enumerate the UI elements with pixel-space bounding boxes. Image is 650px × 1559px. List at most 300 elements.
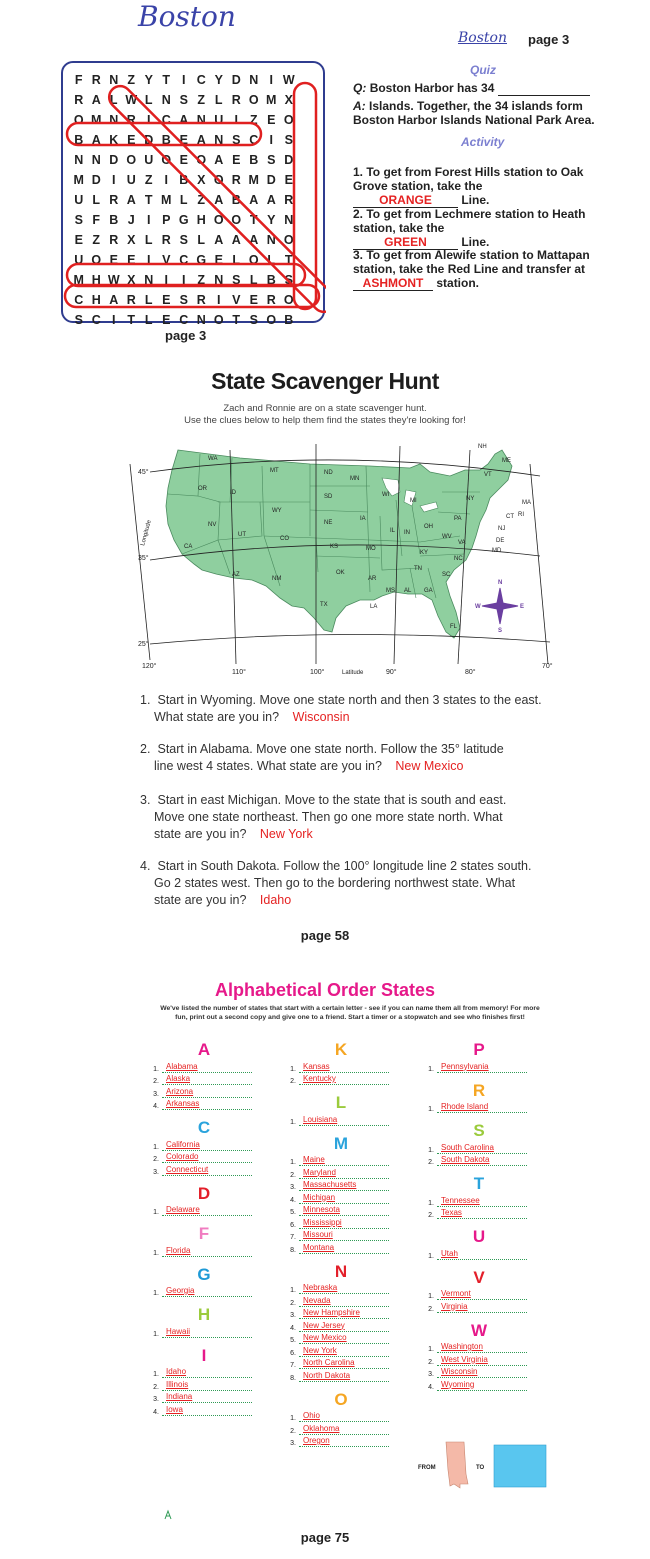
word-search-letter: S xyxy=(284,133,293,147)
word-search-letter: E xyxy=(179,153,188,167)
state-answer: Georgia xyxy=(162,1286,252,1297)
word-search-letter: S xyxy=(267,153,276,167)
word-search-letter: R xyxy=(284,193,294,207)
word-search-letter: D xyxy=(231,73,241,87)
state-answer: Virginia xyxy=(437,1302,527,1313)
word-search-letter: W xyxy=(125,93,138,107)
word-search-letter: L xyxy=(197,233,206,247)
word-search-letter: O xyxy=(73,113,84,127)
state-entry xyxy=(282,1282,402,1295)
entry-number: 4. xyxy=(153,1103,159,1110)
state-label-mt: MT xyxy=(270,468,279,474)
entry-number: 2. xyxy=(290,1171,296,1179)
word-search-letter: U xyxy=(74,193,84,207)
word-search-letter: U xyxy=(144,153,154,167)
word-search-letter: N xyxy=(109,73,119,87)
state-answer: Kansas xyxy=(299,1062,389,1073)
word-search-letter: T xyxy=(232,313,241,327)
word-search-letter: M xyxy=(266,93,277,107)
entry-number: 1. xyxy=(290,1287,296,1294)
state-label-me: ME xyxy=(502,458,511,464)
word-search-letter: I xyxy=(217,293,221,307)
word-search-letter: H xyxy=(91,293,101,307)
entry-number: 3. xyxy=(290,1440,296,1447)
state-answer: Mississippi xyxy=(299,1218,389,1229)
entry-number: 1. xyxy=(290,1159,296,1166)
word-search-letter: I xyxy=(164,173,168,187)
state-label-tx: TX xyxy=(320,602,328,608)
word-search-letter: Y xyxy=(214,73,223,87)
word-search-letter: A xyxy=(249,233,259,247)
activity-2-text: 2. To get from Lechmere station to Heath station, take the xyxy=(353,207,586,235)
word-search-letter: Z xyxy=(249,113,258,127)
state-entry xyxy=(420,1207,540,1220)
clue-3-line-3: state are you in? xyxy=(154,827,247,841)
word-search-letter: R xyxy=(91,73,101,87)
letter-heading: L xyxy=(335,1093,347,1112)
word-search-letter: G xyxy=(178,213,189,227)
word-search-letter: L xyxy=(232,253,241,267)
word-search-letter: O xyxy=(196,153,207,167)
letter-heading: V xyxy=(473,1267,485,1287)
word-search-letter: A xyxy=(91,93,101,107)
letter-heading: R xyxy=(472,1080,486,1100)
axis-longitude-label: Longitude xyxy=(140,519,153,547)
lon-label-80: 80° xyxy=(465,669,476,676)
letter-group-v xyxy=(420,1268,540,1313)
state-entry xyxy=(420,1341,540,1354)
state-answer: North Dakota xyxy=(299,1371,389,1382)
letter-heading: M xyxy=(333,1133,349,1153)
state-label-ia: IA xyxy=(360,516,366,522)
word-search-letter: O xyxy=(213,213,224,227)
state-label-wy: WY xyxy=(272,508,282,514)
word-search-letter: O xyxy=(231,213,242,227)
clue-4 xyxy=(140,858,570,909)
state-answer: Ohio xyxy=(299,1411,389,1422)
letter-heading: F xyxy=(198,1224,210,1243)
entry-number: 1. xyxy=(290,1065,296,1073)
word-search-letter: C xyxy=(91,313,101,327)
scavenger-page-label: page 58 xyxy=(300,928,350,943)
state-answer: Rhode Island xyxy=(437,1102,527,1113)
entry-number: 4. xyxy=(153,1408,159,1416)
clue-3 xyxy=(140,792,570,843)
state-label-pa: PA xyxy=(454,516,462,522)
letter-group-a xyxy=(145,1040,265,1110)
clue-1-answer: Wisconsin xyxy=(292,710,350,724)
entry-number: 1. xyxy=(428,1293,434,1300)
word-search-letter: C xyxy=(249,133,259,147)
word-search-letter: D xyxy=(91,173,101,187)
state-answer: Delaware xyxy=(162,1205,252,1216)
word-search-letter: S xyxy=(74,313,83,327)
word-search-letter: Z xyxy=(144,173,153,187)
letter-heading: T xyxy=(473,1174,485,1193)
clue-4-line-2: Go 2 states west. Then go to the bordering northwest state. What xyxy=(154,876,516,890)
word-search-letter: D xyxy=(284,153,294,167)
state-label-ga: GA xyxy=(424,588,433,594)
word-search-letter: I xyxy=(112,313,116,327)
word-search-letter: T xyxy=(284,253,293,267)
state-entry xyxy=(282,1229,402,1242)
word-search-letter: A xyxy=(214,153,224,167)
state-entry xyxy=(282,1216,402,1229)
entry-number: 4. xyxy=(428,1383,434,1391)
state-answer: West Virginia xyxy=(437,1355,527,1366)
state-label-wi: WI xyxy=(382,492,390,498)
state-answer: Michigan xyxy=(299,1193,389,1204)
entry-number: 1. xyxy=(290,1118,296,1126)
state-answer: Wisconsin xyxy=(437,1367,527,1378)
word-search-letter: I xyxy=(147,113,151,127)
lon-label-120: 120° xyxy=(142,663,157,670)
word-search-letter: U xyxy=(214,113,224,127)
letter-heading: A xyxy=(197,1040,211,1059)
state-label-oh: OH xyxy=(424,524,433,530)
entry-number: 2. xyxy=(153,1156,159,1163)
word-search-letter: B xyxy=(284,313,294,327)
state-answer: New Hampshire xyxy=(299,1308,389,1319)
clue-4-answer: Idaho xyxy=(259,893,292,907)
word-search-letter: B xyxy=(74,133,84,147)
word-search-letter: E xyxy=(179,133,188,147)
clue-2-line-2: line west 4 states. What state are you in? xyxy=(154,759,382,773)
entry-number: 3. xyxy=(290,1312,296,1319)
letter-group-w xyxy=(420,1321,540,1391)
state-label-mn: MN xyxy=(350,476,360,482)
word-search-letter: M xyxy=(73,273,84,287)
letter-heading: I xyxy=(201,1345,207,1365)
letter-heading: W xyxy=(470,1320,488,1340)
state-label-ar: AR xyxy=(368,576,377,582)
state-entry xyxy=(282,1204,402,1217)
compass-w: W xyxy=(475,604,481,610)
word-search-letter: M xyxy=(91,113,102,127)
activity-item-3 xyxy=(353,248,613,291)
word-search-letter: R xyxy=(231,173,241,187)
entry-number: 2. xyxy=(290,1427,296,1435)
letter-group-c xyxy=(145,1118,265,1176)
letter-heading: H xyxy=(197,1305,211,1324)
word-search-letter: T xyxy=(127,313,136,327)
state-answer: Montana xyxy=(299,1243,389,1254)
scavenger-subtitle-line-1: Zach and Ronnie are on a state scavenger hunt. xyxy=(223,403,427,414)
lon-label-100: 100° xyxy=(310,669,325,676)
state-answer: Minnesota xyxy=(299,1205,389,1216)
letter-heading: U xyxy=(472,1227,486,1246)
word-search-letter: E xyxy=(109,253,118,267)
lat-label-35: 35° xyxy=(138,555,149,562)
word-search-letter: R xyxy=(231,93,241,107)
state-entry xyxy=(420,1194,540,1207)
state-entry xyxy=(282,1241,402,1254)
word-search-letter: R xyxy=(109,193,119,207)
word-search-letter: S xyxy=(232,273,241,287)
word-search-letter: R xyxy=(196,293,206,307)
entry-number: 1. xyxy=(153,1371,159,1378)
word-search-letter: R xyxy=(74,93,84,107)
state-entry xyxy=(145,1204,265,1217)
clue-1-line-1: Start in Wyoming. Move one state north and then 3 states to the east. xyxy=(157,693,542,707)
word-search-letter: C xyxy=(74,293,84,307)
word-search-letter: E xyxy=(162,293,171,307)
word-search-letter: F xyxy=(92,213,101,227)
activity-3-text: 3. To get from Alewife station to Mattapan station, take the Red Line and transfer at xyxy=(353,248,590,276)
word-search-letter: Z xyxy=(127,73,136,87)
state-entry xyxy=(282,1307,402,1320)
state-label-de: DE xyxy=(496,538,505,544)
state-entry xyxy=(145,1060,265,1073)
state-label-ks: KS xyxy=(330,544,339,550)
axis-latitude-label: Latitude xyxy=(342,670,364,676)
activity-3-answer: ASHMONT xyxy=(353,276,433,291)
word-search-letter: M xyxy=(161,193,172,207)
word-search-letter: S xyxy=(249,313,258,327)
state-label-ky: KY xyxy=(420,550,429,556)
state-label-wv: WV xyxy=(442,534,452,540)
state-entry xyxy=(420,1101,540,1114)
word-search-letter: B xyxy=(179,173,189,187)
word-search-letter: E xyxy=(232,153,241,167)
word-search-letter: S xyxy=(179,233,188,247)
word-search-letter: B xyxy=(266,273,276,287)
entry-number: 6. xyxy=(290,1221,296,1229)
letter-group-l xyxy=(282,1093,402,1126)
word-search-letter: N xyxy=(74,153,84,167)
state-label-md: MD xyxy=(492,548,502,554)
word-search-letter: X xyxy=(127,233,136,247)
lon-label-70: 70° xyxy=(542,663,553,670)
clue-3-line-2: Move one state northeast. Then go one more state north. What xyxy=(154,810,503,824)
word-search-letter: O xyxy=(248,253,259,267)
state-entry xyxy=(282,1344,402,1357)
state-answer: Missouri xyxy=(299,1230,389,1241)
letter-heading: D xyxy=(197,1183,211,1203)
word-search-letter: A xyxy=(214,193,224,207)
compass-e: E xyxy=(520,604,525,610)
letter-group-s xyxy=(420,1121,540,1166)
clue-1-number: 1. xyxy=(140,693,151,707)
entry-number: 2. xyxy=(428,1159,434,1166)
state-entry xyxy=(282,1357,402,1370)
word-search-letter: L xyxy=(267,253,276,267)
clue-2 xyxy=(140,741,570,775)
word-search-letter: Z xyxy=(197,93,206,107)
quiz-answer xyxy=(353,99,598,127)
state-answer: Illinois xyxy=(162,1380,252,1391)
state-label-ma: MA xyxy=(522,500,531,506)
word-search-letter: Y xyxy=(267,213,276,227)
clue-4-line-3: state are you in? xyxy=(154,893,247,907)
quiz-q-label: Q: xyxy=(353,81,367,95)
word-search-letter: X xyxy=(197,173,206,187)
state-entry xyxy=(420,1353,540,1366)
word-search-letter: I xyxy=(164,273,168,287)
word-search-letter: U xyxy=(126,173,136,187)
letter-group-u xyxy=(420,1227,540,1260)
activity-3-suffix: station. xyxy=(436,276,480,290)
word-search-letter: O xyxy=(213,313,224,327)
word-search-letter: E xyxy=(162,313,171,327)
entry-number: 2. xyxy=(153,1383,159,1391)
alabama-shape-icon xyxy=(444,1440,470,1490)
word-search-letter: C xyxy=(161,113,171,127)
entry-number: 2. xyxy=(290,1299,296,1307)
word-search-letter: J xyxy=(127,213,135,227)
word-search-letter: Z xyxy=(197,273,206,287)
state-answer: Connecticut xyxy=(162,1165,252,1176)
word-search-letter: E xyxy=(74,233,83,247)
clue-1 xyxy=(140,692,570,726)
word-search-letter: G xyxy=(196,253,207,267)
state-entry xyxy=(145,1163,265,1176)
entry-number: 1. xyxy=(428,1106,434,1113)
state-label-ny: NY xyxy=(466,496,475,502)
word-search-letter: B xyxy=(161,133,171,147)
word-search-letter: B xyxy=(249,153,259,167)
state-answer: Pennsylvania xyxy=(437,1062,527,1073)
lat-label-25: 25° xyxy=(138,641,149,648)
state-entry xyxy=(145,1403,265,1416)
state-answer: Washington xyxy=(437,1342,527,1353)
entry-number: 1. xyxy=(428,1199,434,1207)
state-answer: New York xyxy=(299,1346,389,1357)
word-search-letter: A xyxy=(231,233,241,247)
word-search-letter: O xyxy=(283,293,294,307)
state-answer: Maryland xyxy=(299,1168,389,1179)
from-label: FROM xyxy=(418,1465,436,1471)
letter-heading: K xyxy=(334,1040,348,1059)
entry-number: 5. xyxy=(290,1209,296,1216)
word-search-letter: S xyxy=(179,93,188,107)
word-search-letter: L xyxy=(144,293,153,307)
state-label-ne: NE xyxy=(324,520,333,526)
word-search-letter: R xyxy=(126,293,136,307)
state-entry xyxy=(145,1366,265,1379)
word-search-letter: V xyxy=(232,293,241,307)
entry-number: 3. xyxy=(153,1168,159,1176)
state-entry xyxy=(420,1300,540,1313)
pencil-doodle-icon xyxy=(162,1507,176,1521)
word-search-letter: M xyxy=(73,173,84,187)
state-label-ca: CA xyxy=(184,544,193,550)
entry-number: 2. xyxy=(290,1078,296,1085)
word-search-letter: I xyxy=(147,253,151,267)
word-search-letter: I xyxy=(182,273,186,287)
entry-number: 1. xyxy=(428,1252,434,1260)
entry-number: 1. xyxy=(153,1249,159,1257)
entry-number: 2. xyxy=(153,1078,159,1085)
letter-group-k xyxy=(282,1040,402,1085)
state-answer: Hawaii xyxy=(162,1327,252,1338)
word-search-letter: N xyxy=(214,273,224,287)
state-answer: Alaska xyxy=(162,1074,252,1085)
state-entry xyxy=(420,1154,540,1167)
word-search-letter: L xyxy=(179,193,188,207)
state-label-tn: TN xyxy=(414,566,422,572)
state-label-il: IL xyxy=(390,528,396,534)
letter-group-h xyxy=(145,1305,265,1338)
word-search-letter: I xyxy=(269,73,273,87)
state-answer: South Dakota xyxy=(437,1155,527,1166)
clue-2-line-1: Start in Alabama. Move one state north. Follow the 35° latitude xyxy=(157,742,504,756)
state-entry xyxy=(145,1285,265,1298)
state-label-mi: MI xyxy=(410,498,417,504)
entry-number: 2. xyxy=(428,1305,434,1313)
letter-heading: C xyxy=(197,1118,211,1137)
quiz-q-text: Boston Harbor has 34 xyxy=(369,81,495,95)
word-search-letter: T xyxy=(162,73,171,87)
word-search-letter: X xyxy=(284,93,293,107)
activity-1-answer: ORANGE xyxy=(353,193,458,208)
state-label-ok: OK xyxy=(336,570,345,576)
state-answer: Tennessee xyxy=(437,1196,527,1207)
state-entry xyxy=(420,1288,540,1301)
lon-label-90: 90° xyxy=(386,669,397,676)
word-search-letter: A xyxy=(126,193,136,207)
lat-label-45: 45° xyxy=(138,469,149,476)
quiz-a-label: A: xyxy=(353,99,366,113)
word-search-letter: S xyxy=(232,133,241,147)
word-search-letter: R xyxy=(126,113,136,127)
state-entry xyxy=(282,1113,402,1126)
state-entry xyxy=(145,1138,265,1151)
entry-number: 2. xyxy=(428,1358,434,1366)
state-entry xyxy=(282,1369,402,1382)
state-answer: North Carolina xyxy=(299,1358,389,1369)
word-search-letter: N xyxy=(161,93,171,107)
word-search-letter: D xyxy=(266,173,276,187)
word-search-letter: O xyxy=(213,173,224,187)
word-search-letter: N xyxy=(284,213,294,227)
state-answer: Oklahoma xyxy=(299,1424,389,1435)
clue-1-line-2: What state are you in? xyxy=(154,710,280,724)
state-label-nm: NM xyxy=(272,576,282,582)
state-label-nh: NH xyxy=(478,444,487,450)
state-label-sc: SC xyxy=(442,572,451,578)
state-entry xyxy=(282,1154,402,1167)
entry-number: 1. xyxy=(428,1146,434,1154)
entry-number: 8. xyxy=(290,1246,296,1254)
state-entry xyxy=(282,1191,402,1204)
word-search-letter: Z xyxy=(197,193,206,207)
letter-group-f xyxy=(145,1224,265,1257)
state-label-mo: MO xyxy=(366,546,376,552)
to-label: TO xyxy=(476,1465,485,1471)
word-search-letter: N xyxy=(196,113,206,127)
entry-number: 1. xyxy=(428,1065,434,1073)
word-search-letter: L xyxy=(92,193,101,207)
word-search-letter: A xyxy=(179,113,189,127)
word-search-letter: H xyxy=(196,213,206,227)
state-entry xyxy=(145,1244,265,1257)
word-search-letter: N xyxy=(196,313,206,327)
word-search-letter: N xyxy=(249,73,259,87)
clue-2-answer: New Mexico xyxy=(395,759,464,773)
state-answer: Utah xyxy=(437,1249,527,1260)
scavenger-subtitle xyxy=(0,403,650,427)
state-answer: Iowa xyxy=(162,1405,252,1416)
state-answer: Arizona xyxy=(162,1087,252,1098)
letter-heading: O xyxy=(334,1389,348,1409)
state-label-or: OR xyxy=(198,486,207,492)
state-label-la: LA xyxy=(370,604,378,610)
compass-rose xyxy=(482,588,518,624)
word-search-letter: I xyxy=(269,133,273,147)
compass-n: N xyxy=(498,580,503,586)
state-label-fl: FL xyxy=(450,624,458,630)
